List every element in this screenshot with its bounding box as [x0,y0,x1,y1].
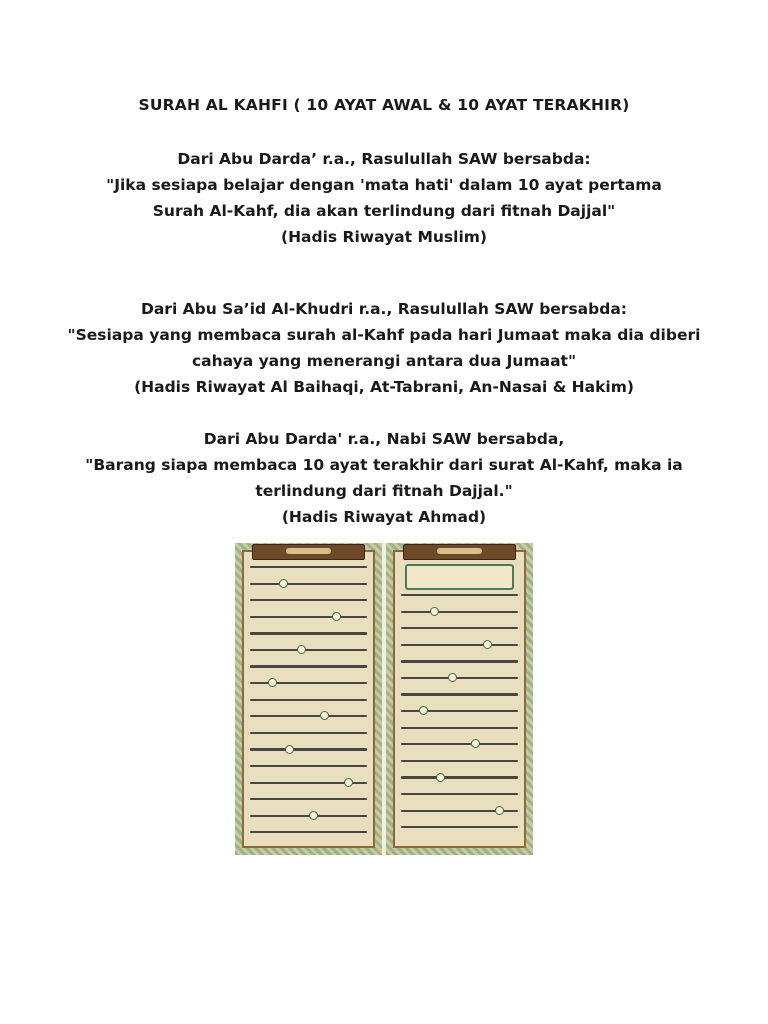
script-line [250,715,367,717]
script-line [250,616,367,618]
hadith-intro: Dari Abu Darda' r.a., Nabi SAW bersabda, [203,430,565,448]
script-line [401,594,518,596]
ayah-marker-icon [279,579,288,588]
ayah-marker-icon [471,739,480,748]
ayah-marker-icon [483,640,492,649]
script-line [401,743,518,745]
document-title: SURAH AL KAHFI ( 10 AYAT AWAL & 10 AYAT TERAKHIR) [138,96,630,114]
ayah-marker-icon [320,711,329,720]
hadith-source: (Hadis Riwayat Al Baihaqi, At-Tabrani, An-Nasai & Hakim) [134,378,634,396]
surah-header-band [252,544,365,560]
hadith-block-3 [60,426,708,530]
hadith-quote: "Barang siapa membaca 10 ayat terakhir dari surat Al-Kahf, maka ia terlindung dari fitnah Dajjal." [85,456,683,500]
hadith-quote: "Sesiapa yang membaca surah al-Kahf pada hari Jumaat maka dia diberi cahaya yang menerangi antara dua Jumaat" [67,326,701,370]
hadith-block-2 [60,296,708,400]
script-line [401,677,518,679]
surah-title-frame [405,564,514,590]
hadith-source: (Hadis Riwayat Ahmad) [281,508,487,526]
ayah-marker-icon [419,706,428,715]
ayah-marker-icon [309,811,318,820]
script-line [250,699,367,701]
ayah-marker-icon [436,773,445,782]
script-line [250,798,367,800]
script-line [250,649,367,651]
hadith-source: (Hadis Riwayat Muslim) [280,228,487,246]
script-line [401,826,518,828]
script-line [250,748,367,750]
script-line [401,760,518,762]
script-line [401,776,518,778]
ayah-marker-icon [495,806,504,815]
script-line [401,693,518,695]
script-line [250,665,367,667]
script-line [250,583,367,585]
ayah-marker-icon [448,673,457,682]
script-line [250,632,367,634]
script-line [250,732,367,734]
quran-page-right [235,543,382,855]
surah-header-band [403,544,516,560]
script-line [250,566,367,568]
hadith-block-1 [60,146,708,250]
ayah-marker-icon [268,678,277,687]
ayah-marker-icon [297,645,306,654]
hadith-intro: Dari Abu Darda’ r.a., Rasulullah SAW bersabda: [177,150,591,168]
hadith-quote: "Jika sesiapa belajar dengan 'mata hati' dalam 10 ayat pertama Surah Al-Kahf, dia akan terlindung dari fitnah Dajjal" [106,176,662,220]
script-line [401,627,518,629]
quran-page-left [386,543,533,855]
script-line [401,727,518,729]
ayah-marker-icon [344,778,353,787]
ayah-marker-icon [285,745,294,754]
ayah-marker-icon [430,607,439,616]
script-line [250,831,367,833]
script-line [401,611,518,613]
ayah-marker-icon [332,612,341,621]
quran-pages-image [235,543,533,855]
script-line [401,793,518,795]
hadith-intro: Dari Abu Sa’id Al-Khudri r.a., Rasulullah SAW bersabda: [140,300,627,318]
script-line [250,765,367,767]
script-line [401,660,518,662]
script-line [250,599,367,601]
script-line [401,644,518,646]
